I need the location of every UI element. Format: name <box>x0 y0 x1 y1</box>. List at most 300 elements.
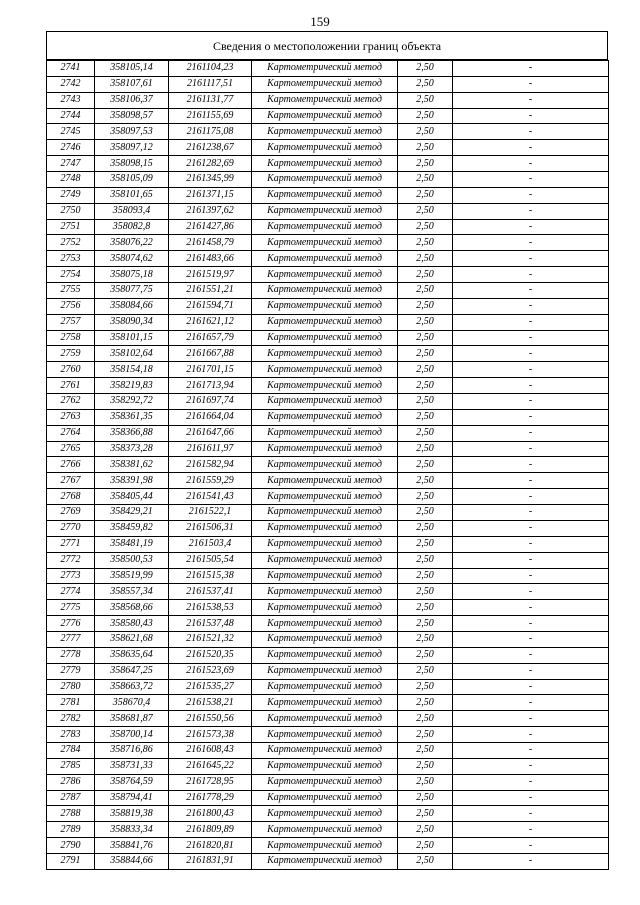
method-cell: Картометрический метод <box>252 663 398 679</box>
accuracy-cell: 2,50 <box>398 76 453 92</box>
table-row <box>47 695 609 711</box>
method-cell: Картометрический метод <box>252 172 398 188</box>
x-coordinate-cell: 358635,64 <box>95 647 169 663</box>
table-row <box>47 61 609 77</box>
description-cell: - <box>453 600 609 616</box>
description-cell: - <box>453 283 609 299</box>
method-cell: Картометрический метод <box>252 394 398 410</box>
description-cell: - <box>453 362 609 378</box>
accuracy-cell: 2,50 <box>398 298 453 314</box>
point-number-cell: 2742 <box>47 76 95 92</box>
x-coordinate-cell: 358098,57 <box>95 108 169 124</box>
table-row <box>47 394 609 410</box>
method-cell: Картометрический метод <box>252 251 398 267</box>
table-row <box>47 790 609 806</box>
point-number-cell: 2789 <box>47 822 95 838</box>
point-number-cell: 2747 <box>47 156 95 172</box>
y-coordinate-cell: 2161538,21 <box>169 695 252 711</box>
point-number-cell: 2759 <box>47 346 95 362</box>
description-cell: - <box>453 505 609 521</box>
point-number-cell: 2774 <box>47 584 95 600</box>
point-number-cell: 2756 <box>47 298 95 314</box>
x-coordinate-cell: 358292,72 <box>95 394 169 410</box>
method-cell: Картометрический метод <box>252 806 398 822</box>
accuracy-cell: 2,50 <box>398 489 453 505</box>
description-cell: - <box>453 631 609 647</box>
y-coordinate-cell: 2161538,53 <box>169 600 252 616</box>
y-coordinate-cell: 2161559,29 <box>169 473 252 489</box>
description-cell: - <box>453 378 609 394</box>
accuracy-cell: 2,50 <box>398 695 453 711</box>
y-coordinate-cell: 2161397,62 <box>169 203 252 219</box>
x-coordinate-cell: 358105,09 <box>95 172 169 188</box>
point-number-cell: 2768 <box>47 489 95 505</box>
x-coordinate-cell: 358794,41 <box>95 790 169 806</box>
description-cell: - <box>453 711 609 727</box>
method-cell: Картометрический метод <box>252 711 398 727</box>
y-coordinate-cell: 2161541,43 <box>169 489 252 505</box>
accuracy-cell: 2,50 <box>398 727 453 743</box>
y-coordinate-cell: 2161175,08 <box>169 124 252 140</box>
x-coordinate-cell: 358500,53 <box>95 552 169 568</box>
table-row <box>47 711 609 727</box>
point-number-cell: 2748 <box>47 172 95 188</box>
point-number-cell: 2787 <box>47 790 95 806</box>
point-number-cell: 2757 <box>47 314 95 330</box>
x-coordinate-cell: 358098,15 <box>95 156 169 172</box>
point-number-cell: 2783 <box>47 727 95 743</box>
x-coordinate-cell: 358764,59 <box>95 774 169 790</box>
accuracy-cell: 2,50 <box>398 346 453 362</box>
x-coordinate-cell: 358093,4 <box>95 203 169 219</box>
description-cell: - <box>453 425 609 441</box>
method-cell: Картометрический метод <box>252 600 398 616</box>
description-cell: - <box>453 822 609 838</box>
accuracy-cell: 2,50 <box>398 631 453 647</box>
table-row <box>47 822 609 838</box>
point-number-cell: 2741 <box>47 61 95 77</box>
y-coordinate-cell: 2161522,1 <box>169 505 252 521</box>
table-row <box>47 314 609 330</box>
accuracy-cell: 2,50 <box>398 806 453 822</box>
accuracy-cell: 2,50 <box>398 283 453 299</box>
description-cell: - <box>453 172 609 188</box>
table-row <box>47 584 609 600</box>
method-cell: Картометрический метод <box>252 822 398 838</box>
method-cell: Картометрический метод <box>252 92 398 108</box>
table-row <box>47 203 609 219</box>
x-coordinate-cell: 358101,15 <box>95 330 169 346</box>
x-coordinate-cell: 358102,64 <box>95 346 169 362</box>
table-row <box>47 758 609 774</box>
x-coordinate-cell: 358841,76 <box>95 838 169 854</box>
accuracy-cell: 2,50 <box>398 853 453 869</box>
x-coordinate-cell: 358557,34 <box>95 584 169 600</box>
method-cell: Картометрический метод <box>252 267 398 283</box>
accuracy-cell: 2,50 <box>398 838 453 854</box>
point-number-cell: 2767 <box>47 473 95 489</box>
point-number-cell: 2761 <box>47 378 95 394</box>
description-cell: - <box>453 108 609 124</box>
description-cell: - <box>453 124 609 140</box>
description-cell: - <box>453 806 609 822</box>
point-number-cell: 2763 <box>47 409 95 425</box>
accuracy-cell: 2,50 <box>398 156 453 172</box>
description-cell: - <box>453 584 609 600</box>
x-coordinate-cell: 358819,38 <box>95 806 169 822</box>
y-coordinate-cell: 2161697,74 <box>169 394 252 410</box>
method-cell: Картометрический метод <box>252 140 398 156</box>
point-number-cell: 2788 <box>47 806 95 822</box>
table-row <box>47 742 609 758</box>
y-coordinate-cell: 2161831,91 <box>169 853 252 869</box>
y-coordinate-cell: 2161594,71 <box>169 298 252 314</box>
y-coordinate-cell: 2161778,29 <box>169 790 252 806</box>
accuracy-cell: 2,50 <box>398 140 453 156</box>
method-cell: Картометрический метод <box>252 187 398 203</box>
point-number-cell: 2765 <box>47 441 95 457</box>
description-cell: - <box>453 235 609 251</box>
description-cell: - <box>453 394 609 410</box>
boundary-table-frame <box>46 31 608 870</box>
x-coordinate-cell: 358097,12 <box>95 140 169 156</box>
accuracy-cell: 2,50 <box>398 505 453 521</box>
table-row <box>47 647 609 663</box>
description-cell: - <box>453 489 609 505</box>
point-number-cell: 2764 <box>47 425 95 441</box>
description-cell: - <box>453 853 609 869</box>
accuracy-cell: 2,50 <box>398 600 453 616</box>
accuracy-cell: 2,50 <box>398 425 453 441</box>
table-row <box>47 235 609 251</box>
point-number-cell: 2771 <box>47 536 95 552</box>
table-row <box>47 838 609 854</box>
point-number-cell: 2755 <box>47 283 95 299</box>
description-cell: - <box>453 695 609 711</box>
method-cell: Картометрический метод <box>252 616 398 632</box>
point-number-cell: 2772 <box>47 552 95 568</box>
x-coordinate-cell: 358663,72 <box>95 679 169 695</box>
method-cell: Картометрический метод <box>252 679 398 695</box>
page-number: 159 <box>310 14 330 29</box>
method-cell: Картометрический метод <box>252 536 398 552</box>
x-coordinate-cell: 358106,37 <box>95 92 169 108</box>
method-cell: Картометрический метод <box>252 473 398 489</box>
accuracy-cell: 2,50 <box>398 536 453 552</box>
method-cell: Картометрический метод <box>252 742 398 758</box>
y-coordinate-cell: 2161537,48 <box>169 616 252 632</box>
description-cell: - <box>453 663 609 679</box>
x-coordinate-cell: 358647,25 <box>95 663 169 679</box>
y-coordinate-cell: 2161573,38 <box>169 727 252 743</box>
description-cell: - <box>453 838 609 854</box>
y-coordinate-cell: 2161521,32 <box>169 631 252 647</box>
x-coordinate-cell: 358481,19 <box>95 536 169 552</box>
table-row <box>47 124 609 140</box>
x-coordinate-cell: 358459,82 <box>95 520 169 536</box>
point-number-cell: 2762 <box>47 394 95 410</box>
point-number-cell: 2773 <box>47 568 95 584</box>
accuracy-cell: 2,50 <box>398 108 453 124</box>
accuracy-cell: 2,50 <box>398 394 453 410</box>
y-coordinate-cell: 2161519,97 <box>169 267 252 283</box>
table-row <box>47 457 609 473</box>
y-coordinate-cell: 2161664,04 <box>169 409 252 425</box>
accuracy-cell: 2,50 <box>398 758 453 774</box>
description-cell: - <box>453 267 609 283</box>
x-coordinate-cell: 358716,86 <box>95 742 169 758</box>
x-coordinate-cell: 358568,66 <box>95 600 169 616</box>
description-cell: - <box>453 790 609 806</box>
point-number-cell: 2745 <box>47 124 95 140</box>
description-cell: - <box>453 140 609 156</box>
x-coordinate-cell: 358405,44 <box>95 489 169 505</box>
accuracy-cell: 2,50 <box>398 520 453 536</box>
point-number-cell: 2751 <box>47 219 95 235</box>
x-coordinate-cell: 358097,53 <box>95 124 169 140</box>
x-coordinate-cell: 358621,68 <box>95 631 169 647</box>
table-row <box>47 251 609 267</box>
y-coordinate-cell: 2161117,51 <box>169 76 252 92</box>
method-cell: Картометрический метод <box>252 774 398 790</box>
description-cell: - <box>453 330 609 346</box>
method-cell: Картометрический метод <box>252 378 398 394</box>
point-number-cell: 2776 <box>47 616 95 632</box>
point-number-cell: 2753 <box>47 251 95 267</box>
table-row <box>47 283 609 299</box>
point-number-cell: 2781 <box>47 695 95 711</box>
table-row <box>47 552 609 568</box>
method-cell: Картометрический метод <box>252 568 398 584</box>
x-coordinate-cell: 358670,4 <box>95 695 169 711</box>
method-cell: Картометрический метод <box>252 409 398 425</box>
accuracy-cell: 2,50 <box>398 378 453 394</box>
method-cell: Картометрический метод <box>252 235 398 251</box>
accuracy-cell: 2,50 <box>398 441 453 457</box>
table-row <box>47 473 609 489</box>
description-cell: - <box>453 727 609 743</box>
accuracy-cell: 2,50 <box>398 92 453 108</box>
table-row <box>47 362 609 378</box>
x-coordinate-cell: 358090,34 <box>95 314 169 330</box>
accuracy-cell: 2,50 <box>398 473 453 489</box>
x-coordinate-cell: 358105,14 <box>95 61 169 77</box>
description-cell: - <box>453 203 609 219</box>
description-cell: - <box>453 61 609 77</box>
y-coordinate-cell: 2161608,43 <box>169 742 252 758</box>
description-cell: - <box>453 457 609 473</box>
y-coordinate-cell: 2161238,67 <box>169 140 252 156</box>
method-cell: Картометрический метод <box>252 695 398 711</box>
method-cell: Картометрический метод <box>252 425 398 441</box>
x-coordinate-cell: 358082,8 <box>95 219 169 235</box>
accuracy-cell: 2,50 <box>398 124 453 140</box>
x-coordinate-cell: 358381,62 <box>95 457 169 473</box>
description-cell: - <box>453 409 609 425</box>
point-number-cell: 2746 <box>47 140 95 156</box>
method-cell: Картометрический метод <box>252 552 398 568</box>
description-cell: - <box>453 251 609 267</box>
method-cell: Картометрический метод <box>252 853 398 869</box>
y-coordinate-cell: 2161505,54 <box>169 552 252 568</box>
x-coordinate-cell: 358076,22 <box>95 235 169 251</box>
method-cell: Картометрический метод <box>252 108 398 124</box>
accuracy-cell: 2,50 <box>398 203 453 219</box>
method-cell: Картометрический метод <box>252 362 398 378</box>
method-cell: Картометрический метод <box>252 758 398 774</box>
method-cell: Картометрический метод <box>252 61 398 77</box>
description-cell: - <box>453 520 609 536</box>
table-row <box>47 568 609 584</box>
table-row <box>47 616 609 632</box>
point-number-cell: 2770 <box>47 520 95 536</box>
y-coordinate-cell: 2161657,79 <box>169 330 252 346</box>
table-row <box>47 409 609 425</box>
point-number-cell: 2758 <box>47 330 95 346</box>
method-cell: Картометрический метод <box>252 489 398 505</box>
method-cell: Картометрический метод <box>252 330 398 346</box>
method-cell: Картометрический метод <box>252 156 398 172</box>
y-coordinate-cell: 2161427,86 <box>169 219 252 235</box>
accuracy-cell: 2,50 <box>398 187 453 203</box>
x-coordinate-cell: 358519,99 <box>95 568 169 584</box>
description-cell: - <box>453 346 609 362</box>
y-coordinate-cell: 2161713,94 <box>169 378 252 394</box>
method-cell: Картометрический метод <box>252 520 398 536</box>
y-coordinate-cell: 2161458,79 <box>169 235 252 251</box>
y-coordinate-cell: 2161550,56 <box>169 711 252 727</box>
y-coordinate-cell: 2161155,69 <box>169 108 252 124</box>
coordinates-table-body <box>47 61 609 870</box>
accuracy-cell: 2,50 <box>398 409 453 425</box>
table-row <box>47 663 609 679</box>
y-coordinate-cell: 2161647,66 <box>169 425 252 441</box>
point-number-cell: 2743 <box>47 92 95 108</box>
table-row <box>47 108 609 124</box>
table-row <box>47 267 609 283</box>
x-coordinate-cell: 358075,18 <box>95 267 169 283</box>
y-coordinate-cell: 2161611,97 <box>169 441 252 457</box>
accuracy-cell: 2,50 <box>398 457 453 473</box>
accuracy-cell: 2,50 <box>398 330 453 346</box>
y-coordinate-cell: 2161551,21 <box>169 283 252 299</box>
description-cell: - <box>453 76 609 92</box>
accuracy-cell: 2,50 <box>398 235 453 251</box>
y-coordinate-cell: 2161503,4 <box>169 536 252 552</box>
description-cell: - <box>453 314 609 330</box>
table-row <box>47 520 609 536</box>
x-coordinate-cell: 358391,98 <box>95 473 169 489</box>
table-row <box>47 219 609 235</box>
method-cell: Картометрический метод <box>252 76 398 92</box>
accuracy-cell: 2,50 <box>398 552 453 568</box>
y-coordinate-cell: 2161820,81 <box>169 838 252 854</box>
description-cell: - <box>453 187 609 203</box>
accuracy-cell: 2,50 <box>398 647 453 663</box>
accuracy-cell: 2,50 <box>398 790 453 806</box>
table-row <box>47 346 609 362</box>
method-cell: Картометрический метод <box>252 838 398 854</box>
accuracy-cell: 2,50 <box>398 679 453 695</box>
description-cell: - <box>453 774 609 790</box>
accuracy-cell: 2,50 <box>398 663 453 679</box>
y-coordinate-cell: 2161809,89 <box>169 822 252 838</box>
description-cell: - <box>453 742 609 758</box>
x-coordinate-cell: 358084,66 <box>95 298 169 314</box>
description-cell: - <box>453 679 609 695</box>
table-row <box>47 631 609 647</box>
table-row <box>47 298 609 314</box>
method-cell: Картометрический метод <box>252 346 398 362</box>
table-row <box>47 806 609 822</box>
accuracy-cell: 2,50 <box>398 251 453 267</box>
point-number-cell: 2769 <box>47 505 95 521</box>
point-number-cell: 2775 <box>47 600 95 616</box>
table-row <box>47 536 609 552</box>
point-number-cell: 2754 <box>47 267 95 283</box>
description-cell: - <box>453 298 609 314</box>
point-number-cell: 2779 <box>47 663 95 679</box>
accuracy-cell: 2,50 <box>398 774 453 790</box>
y-coordinate-cell: 2161701,15 <box>169 362 252 378</box>
y-coordinate-cell: 2161520,35 <box>169 647 252 663</box>
method-cell: Картометрический метод <box>252 457 398 473</box>
point-number-cell: 2778 <box>47 647 95 663</box>
table-row <box>47 76 609 92</box>
table-row <box>47 378 609 394</box>
y-coordinate-cell: 2161800,43 <box>169 806 252 822</box>
method-cell: Картометрический метод <box>252 203 398 219</box>
table-row <box>47 853 609 869</box>
description-cell: - <box>453 568 609 584</box>
method-cell: Картометрический метод <box>252 441 398 457</box>
accuracy-cell: 2,50 <box>398 219 453 235</box>
y-coordinate-cell: 2161131,77 <box>169 92 252 108</box>
table-row <box>47 172 609 188</box>
method-cell: Картометрический метод <box>252 124 398 140</box>
x-coordinate-cell: 358731,33 <box>95 758 169 774</box>
point-number-cell: 2784 <box>47 742 95 758</box>
y-coordinate-cell: 2161371,15 <box>169 187 252 203</box>
method-cell: Картометрический метод <box>252 647 398 663</box>
method-cell: Картометрический метод <box>252 631 398 647</box>
table-row <box>47 774 609 790</box>
x-coordinate-cell: 358219,83 <box>95 378 169 394</box>
table-row <box>47 92 609 108</box>
point-number-cell: 2782 <box>47 711 95 727</box>
y-coordinate-cell: 2161515,38 <box>169 568 252 584</box>
table-row <box>47 600 609 616</box>
x-coordinate-cell: 358373,28 <box>95 441 169 457</box>
description-cell: - <box>453 92 609 108</box>
y-coordinate-cell: 2161345,99 <box>169 172 252 188</box>
description-cell: - <box>453 156 609 172</box>
point-number-cell: 2760 <box>47 362 95 378</box>
x-coordinate-cell: 358361,35 <box>95 409 169 425</box>
method-cell: Картометрический метод <box>252 219 398 235</box>
point-number-cell: 2785 <box>47 758 95 774</box>
accuracy-cell: 2,50 <box>398 362 453 378</box>
accuracy-cell: 2,50 <box>398 568 453 584</box>
y-coordinate-cell: 2161645,22 <box>169 758 252 774</box>
accuracy-cell: 2,50 <box>398 742 453 758</box>
x-coordinate-cell: 358580,43 <box>95 616 169 632</box>
accuracy-cell: 2,50 <box>398 172 453 188</box>
point-number-cell: 2766 <box>47 457 95 473</box>
coordinates-table <box>46 60 609 870</box>
accuracy-cell: 2,50 <box>398 314 453 330</box>
y-coordinate-cell: 2161483,66 <box>169 251 252 267</box>
